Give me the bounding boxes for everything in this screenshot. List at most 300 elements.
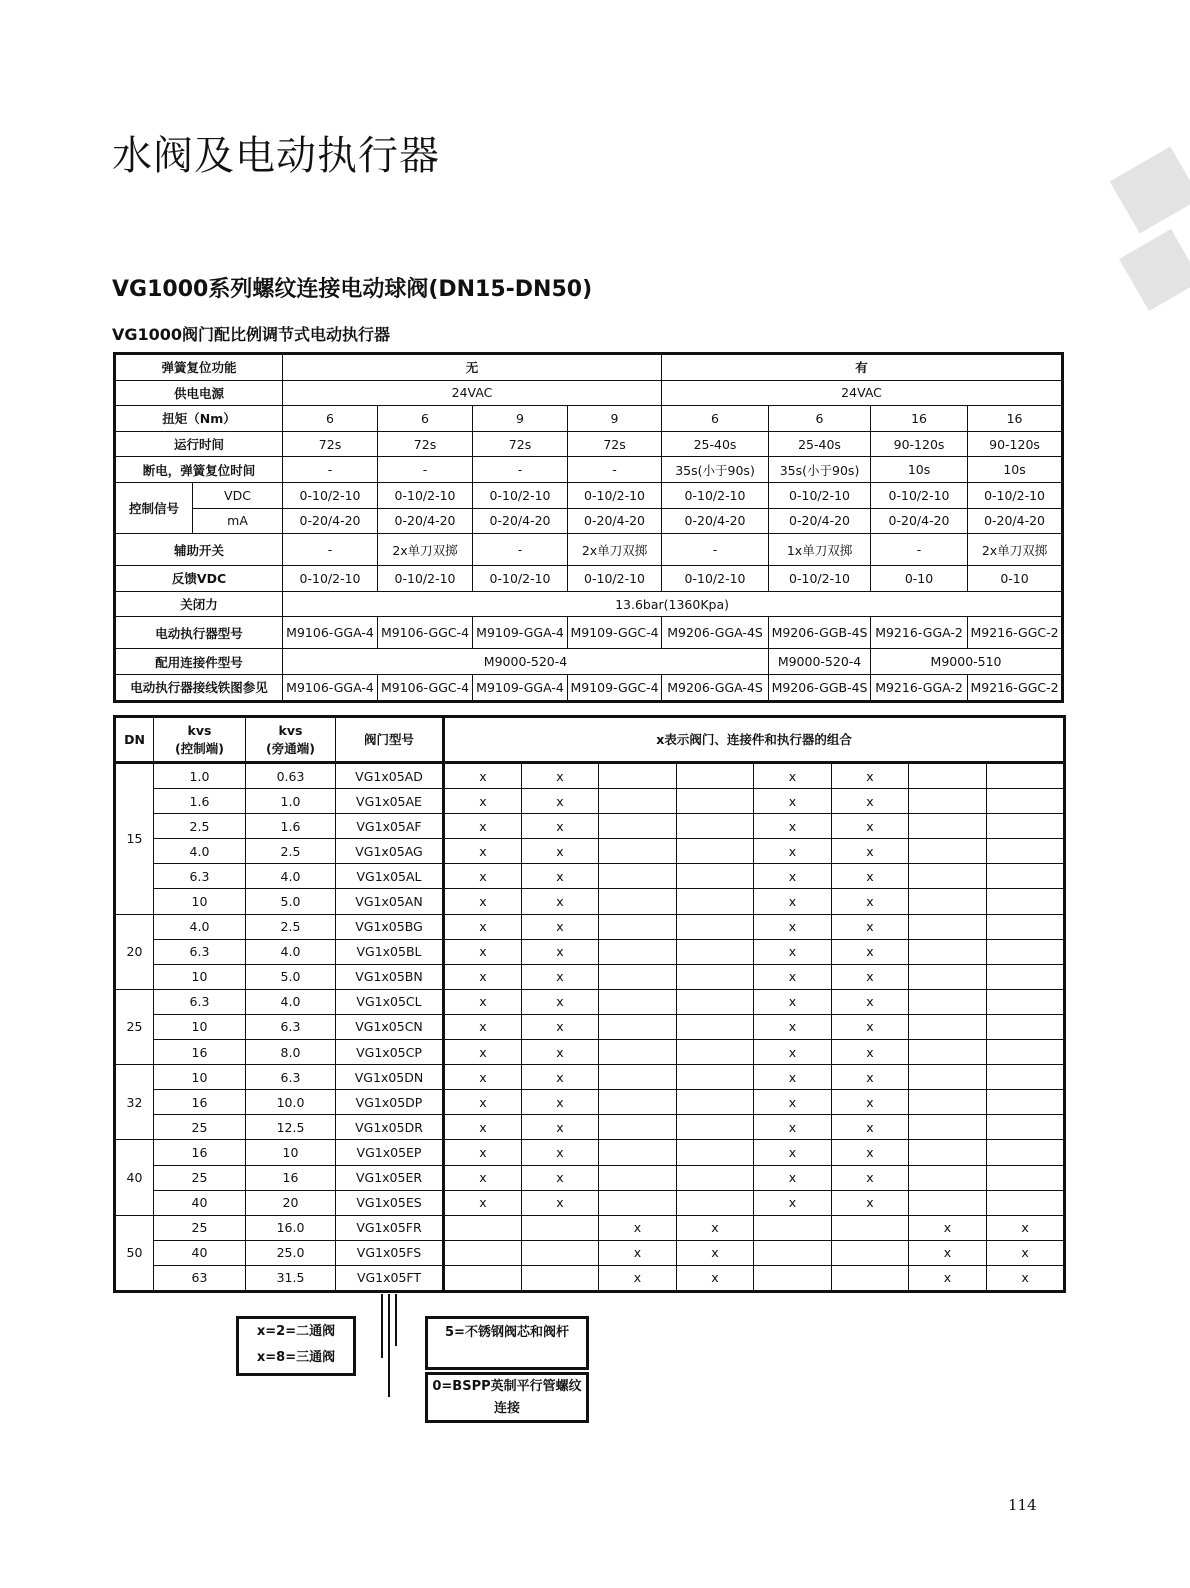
combo-mark-cell <box>677 1115 754 1140</box>
spec-value: 24VAC <box>283 380 662 406</box>
table-row <box>115 964 1065 989</box>
spec-value: M9206-GGB-4S <box>769 674 871 701</box>
table-row <box>115 1040 1065 1065</box>
kvs-control-cell: 1.0 <box>154 763 246 789</box>
combo-mark-cell <box>599 914 677 939</box>
combo-mark-cell <box>677 763 754 789</box>
kvs-control-cell: 6.3 <box>154 864 246 889</box>
kvs-control-cell: 25 <box>154 1165 246 1190</box>
combo-mark-cell <box>909 1165 987 1190</box>
combo-mark-cell <box>987 1140 1065 1165</box>
spec-value: 90-120s <box>871 431 968 457</box>
spec-value: 0-10/2-10 <box>568 566 662 592</box>
combo-mark-cell <box>677 1040 754 1065</box>
valve-model-cell: VG1x05AD <box>336 763 444 789</box>
combo-mark-cell: x <box>522 1165 599 1190</box>
valve-model-cell: VG1x05DN <box>336 1065 444 1090</box>
spec-sublabel: VDC <box>193 482 283 508</box>
legend-valve-type <box>236 1316 356 1376</box>
valve-model-cell: VG1x05AF <box>336 814 444 839</box>
section-title: VG1000阀门配比例调节式电动执行器 <box>112 325 391 344</box>
combo-mark-cell: x <box>522 1115 599 1140</box>
combo-mark-cell <box>909 914 987 939</box>
combo-mark-cell <box>987 814 1065 839</box>
spec-row-linkage <box>115 649 1063 675</box>
valve-model-cell: VG1x05FR <box>336 1215 444 1240</box>
spec-row-control-vdc <box>115 482 1063 508</box>
combo-mark-cell <box>599 814 677 839</box>
combo-mark-cell: x <box>522 989 599 1014</box>
combo-mark-cell: x <box>677 1215 754 1240</box>
combo-mark-cell: x <box>832 889 909 914</box>
spec-value: 0-10/2-10 <box>568 482 662 508</box>
dn-cell: 40 <box>115 1140 154 1215</box>
combo-mark-cell: x <box>754 839 832 864</box>
combo-mark-cell: x <box>754 1090 832 1115</box>
valve-model-cell: VG1x05FS <box>336 1240 444 1265</box>
spec-value: M9109-GGC-4 <box>568 674 662 701</box>
combo-mark-cell <box>599 989 677 1014</box>
spec-value: - <box>378 457 473 483</box>
combo-mark-cell <box>987 763 1065 789</box>
combo-mark-cell <box>599 939 677 964</box>
combo-mark-cell <box>677 839 754 864</box>
combo-mark-cell <box>677 1140 754 1165</box>
combo-mark-cell: x <box>522 1014 599 1039</box>
spec-label: 配用连接件型号 <box>115 649 283 675</box>
spec-value: 90-120s <box>968 431 1063 457</box>
kvs-bypass-cell: 25.0 <box>246 1240 336 1265</box>
kvs-bypass-cell: 4.0 <box>246 989 336 1014</box>
combo-mark-cell: x <box>832 864 909 889</box>
combo-mark-cell <box>677 939 754 964</box>
combo-mark-cell: x <box>522 914 599 939</box>
combo-mark-cell <box>677 989 754 1014</box>
dn-cell: 15 <box>115 763 154 915</box>
spec-value: - <box>568 457 662 483</box>
combo-mark-cell: x <box>754 939 832 964</box>
spec-label: 供电电源 <box>115 380 283 406</box>
combo-mark-cell <box>987 1014 1065 1039</box>
spec-value: 9 <box>473 406 568 432</box>
combo-mark-cell: x <box>444 1165 522 1190</box>
combo-mark-cell: x <box>444 889 522 914</box>
spec-value: M9206-GGB-4S <box>769 617 871 649</box>
combo-mark-cell: x <box>522 889 599 914</box>
combo-mark-cell: x <box>522 763 599 789</box>
combo-mark-cell: x <box>444 1014 522 1039</box>
combo-mark-cell: x <box>987 1265 1065 1291</box>
spec-value: 6 <box>769 406 871 432</box>
spec-value: M9109-GGC-4 <box>568 617 662 649</box>
kvs-control-cell: 40 <box>154 1190 246 1215</box>
combo-mark-cell <box>599 789 677 814</box>
combo-mark-cell <box>909 763 987 789</box>
combo-mark-cell <box>909 789 987 814</box>
combo-mark-cell <box>599 1165 677 1190</box>
combo-mark-cell: x <box>522 1140 599 1165</box>
spec-value: 0-10 <box>871 566 968 592</box>
legend-connector-line <box>395 1294 397 1346</box>
legend-material-text: 5=不锈钢阀芯和阀杆 <box>445 1325 569 1340</box>
combo-mark-cell <box>987 1090 1065 1115</box>
spec-value: 0-10/2-10 <box>968 482 1063 508</box>
kvs-bypass-cell: 8.0 <box>246 1040 336 1065</box>
dn-cell: 50 <box>115 1215 154 1291</box>
spec-value: 0-20/4-20 <box>871 508 968 534</box>
combo-mark-cell: x <box>444 939 522 964</box>
spec-value: 35s(小于90s) <box>662 457 769 483</box>
spec-row-aux-switch <box>115 534 1063 566</box>
combo-mark-cell <box>599 1040 677 1065</box>
kvs-control-cell: 6.3 <box>154 989 246 1014</box>
combo-mark-cell <box>754 1265 832 1291</box>
combo-mark-cell: x <box>444 1090 522 1115</box>
spec-value: M9109-GGA-4 <box>473 674 568 701</box>
table-row <box>115 814 1065 839</box>
table-row <box>115 864 1065 889</box>
kvs-bypass-cell: 10.0 <box>246 1090 336 1115</box>
spec-value: 35s(小于90s) <box>769 457 871 483</box>
combo-mark-cell <box>677 814 754 839</box>
valve-model-cell: VG1x05BL <box>336 939 444 964</box>
combo-mark-cell: x <box>522 1090 599 1115</box>
combo-mark-cell: x <box>754 763 832 789</box>
kvs-control-cell: 1.6 <box>154 789 246 814</box>
combo-mark-cell <box>832 1265 909 1291</box>
combo-mark-cell: x <box>832 1115 909 1140</box>
spec-value: 16 <box>871 406 968 432</box>
spec-value: 0-20/4-20 <box>378 508 473 534</box>
combo-mark-cell <box>909 814 987 839</box>
header-dn: DN <box>115 717 154 763</box>
spec-value: - <box>283 534 378 566</box>
combo-mark-cell <box>677 964 754 989</box>
combo-mark-cell: x <box>909 1215 987 1240</box>
table-row <box>115 1090 1065 1115</box>
combo-mark-cell: x <box>444 1040 522 1065</box>
spec-row-actuator-model <box>115 617 1063 649</box>
page-number: 114 <box>1008 1496 1037 1514</box>
combo-mark-cell: x <box>754 1165 832 1190</box>
spec-value: M9106-GGC-4 <box>378 617 473 649</box>
spec-value: 10s <box>968 457 1063 483</box>
combo-mark-cell: x <box>832 1065 909 1090</box>
combo-mark-cell <box>832 1240 909 1265</box>
valve-model-cell: VG1x05ER <box>336 1165 444 1190</box>
spec-value: M9216-GGA-2 <box>871 617 968 649</box>
combo-mark-cell: x <box>832 1090 909 1115</box>
combo-mark-cell <box>599 1065 677 1090</box>
spec-value: 6 <box>283 406 378 432</box>
combo-mark-cell <box>909 1014 987 1039</box>
combo-mark-cell: x <box>754 1065 832 1090</box>
spec-value: 0-10/2-10 <box>378 566 473 592</box>
spec-value: M9216-GGC-2 <box>968 617 1063 649</box>
spec-value: 0-10/2-10 <box>662 566 769 592</box>
combo-mark-cell <box>677 1165 754 1190</box>
table-row <box>115 1215 1065 1240</box>
spec-row-control-ma <box>115 508 1063 534</box>
legend-connection-line1: 0=BSPP英制平行管螺纹 <box>432 1379 582 1394</box>
kvs-control-cell: 63 <box>154 1265 246 1291</box>
spec-value: M9206-GGA-4S <box>662 617 769 649</box>
valve-model-cell: VG1x05DP <box>336 1090 444 1115</box>
table-row <box>115 1190 1065 1215</box>
kvs-bypass-cell: 12.5 <box>246 1115 336 1140</box>
kvs-control-cell: 10 <box>154 1014 246 1039</box>
combo-mark-cell: x <box>599 1265 677 1291</box>
spec-value: 0-10/2-10 <box>473 482 568 508</box>
combo-mark-cell <box>909 1190 987 1215</box>
combo-mark-cell: x <box>832 814 909 839</box>
spec-row-wiring <box>115 674 1063 701</box>
combo-mark-cell <box>987 1065 1065 1090</box>
spec-value: 2x单刀双掷 <box>968 534 1063 566</box>
combo-mark-cell <box>677 864 754 889</box>
combo-mark-cell <box>677 1090 754 1115</box>
combo-mark-cell: x <box>754 864 832 889</box>
kvs-control-cell: 40 <box>154 1240 246 1265</box>
combo-mark-cell: x <box>754 1190 832 1215</box>
kvs-control-cell: 10 <box>154 1065 246 1090</box>
combo-mark-cell <box>987 1190 1065 1215</box>
dn-cell: 32 <box>115 1065 154 1140</box>
spec-value: - <box>871 534 968 566</box>
spec-value: 1x单刀双掷 <box>769 534 871 566</box>
legend-material <box>425 1316 589 1370</box>
combo-mark-cell <box>909 939 987 964</box>
spec-value: 0-10 <box>968 566 1063 592</box>
valve-model-cell: VG1x05BN <box>336 964 444 989</box>
kvs-bypass-cell: 16 <box>246 1165 336 1190</box>
series-title: VG1000系列螺纹连接电动球阀(DN15-DN50) <box>112 277 593 302</box>
combo-mark-cell: x <box>754 789 832 814</box>
spec-label: 控制信号 <box>115 482 193 533</box>
kvs-bypass-cell: 0.63 <box>246 763 336 789</box>
combo-mark-cell <box>987 964 1065 989</box>
spec-value: 6 <box>662 406 769 432</box>
valve-model-cell: VG1x05AN <box>336 889 444 914</box>
legend-two-way: x=2=二通阀 <box>256 1324 336 1339</box>
combo-mark-cell: x <box>909 1265 987 1291</box>
combo-mark-cell <box>522 1240 599 1265</box>
combo-mark-cell <box>909 989 987 1014</box>
combo-mark-cell: x <box>522 814 599 839</box>
spec-value: M9216-GGC-2 <box>968 674 1063 701</box>
combo-mark-cell: x <box>522 864 599 889</box>
kvs-control-cell: 4.0 <box>154 839 246 864</box>
combo-mark-cell <box>909 1115 987 1140</box>
spec-value: 25-40s <box>769 431 871 457</box>
combo-mark-cell: x <box>444 1115 522 1140</box>
spec-value: 0-10/2-10 <box>769 566 871 592</box>
combo-mark-cell <box>909 1140 987 1165</box>
combo-mark-cell: x <box>599 1240 677 1265</box>
combo-mark-cell <box>987 864 1065 889</box>
kvs-bypass-cell: 4.0 <box>246 864 336 889</box>
spec-value: 0-20/4-20 <box>283 508 378 534</box>
kvs-bypass-cell: 4.0 <box>246 939 336 964</box>
spec-label: 弹簧复位功能 <box>115 354 283 381</box>
valve-model-cell: VG1x05CP <box>336 1040 444 1065</box>
combo-mark-cell: x <box>444 1140 522 1165</box>
spec-value: 0-20/4-20 <box>568 508 662 534</box>
kvs-control-cell: 4.0 <box>154 914 246 939</box>
combo-mark-cell: x <box>522 789 599 814</box>
spec-value: M9106-GGC-4 <box>378 674 473 701</box>
combo-mark-cell: x <box>832 964 909 989</box>
combo-mark-cell <box>754 1240 832 1265</box>
table-row <box>115 1014 1065 1039</box>
spec-row-spring-time <box>115 457 1063 483</box>
combo-mark-cell <box>987 939 1065 964</box>
combo-mark-cell: x <box>832 839 909 864</box>
combo-mark-cell <box>599 1014 677 1039</box>
spec-value: 0-20/4-20 <box>662 508 769 534</box>
combo-mark-cell <box>754 1215 832 1240</box>
spec-value: 2x单刀双掷 <box>568 534 662 566</box>
spec-value: 25-40s <box>662 431 769 457</box>
spec-value: 0-10/2-10 <box>662 482 769 508</box>
spec-value: 24VAC <box>662 380 1063 406</box>
combo-mark-cell: x <box>444 1190 522 1215</box>
kvs-control-cell: 25 <box>154 1215 246 1240</box>
spec-value: M9106-GGA-4 <box>283 674 378 701</box>
combo-mark-cell: x <box>754 889 832 914</box>
combo-mark-cell <box>599 839 677 864</box>
combo-mark-cell <box>909 1040 987 1065</box>
combo-mark-cell: x <box>677 1265 754 1291</box>
combo-mark-cell: x <box>444 864 522 889</box>
combo-mark-cell: x <box>754 989 832 1014</box>
combo-mark-cell: x <box>987 1215 1065 1240</box>
header-kvs-control: kvs (控制端) <box>154 717 246 763</box>
combo-mark-cell <box>599 864 677 889</box>
legend-connection <box>425 1372 589 1423</box>
spec-label: 辅助开关 <box>115 534 283 566</box>
kvs-control-cell: 6.3 <box>154 939 246 964</box>
combo-mark-cell: x <box>444 763 522 789</box>
valve-model-cell: VG1x05ES <box>336 1190 444 1215</box>
kvs-control-cell: 2.5 <box>154 814 246 839</box>
combo-mark-cell: x <box>677 1240 754 1265</box>
combo-mark-cell <box>444 1240 522 1265</box>
kvs-bypass-cell: 5.0 <box>246 964 336 989</box>
spec-value: 0-20/4-20 <box>769 508 871 534</box>
spec-value: M9000-510 <box>871 649 1063 675</box>
table-row <box>115 1265 1065 1291</box>
kvs-control-cell: 10 <box>154 964 246 989</box>
valve-model-cell: VG1x05DR <box>336 1115 444 1140</box>
combo-mark-cell: x <box>444 1065 522 1090</box>
combo-mark-cell: x <box>522 964 599 989</box>
spec-value: 0-10/2-10 <box>473 566 568 592</box>
spec-value: M9109-GGA-4 <box>473 617 568 649</box>
combo-mark-cell: x <box>444 814 522 839</box>
combo-mark-cell <box>522 1215 599 1240</box>
spec-value: 6 <box>378 406 473 432</box>
spec-value: M9000-520-4 <box>283 649 769 675</box>
legend-connector-line <box>388 1294 390 1397</box>
spec-value: 72s <box>378 431 473 457</box>
combo-mark-cell: x <box>522 1190 599 1215</box>
valve-model-cell: VG1x05FT <box>336 1265 444 1291</box>
combo-mark-cell: x <box>444 989 522 1014</box>
combo-mark-cell <box>444 1215 522 1240</box>
table-row <box>115 914 1065 939</box>
table-row <box>115 1065 1065 1090</box>
combo-mark-cell <box>987 914 1065 939</box>
combo-mark-cell <box>522 1265 599 1291</box>
kvs-bypass-cell: 2.5 <box>246 914 336 939</box>
combo-mark-cell: x <box>522 1040 599 1065</box>
combo-mark-cell <box>987 1040 1065 1065</box>
combo-mark-cell: x <box>754 814 832 839</box>
combo-mark-cell: x <box>599 1215 677 1240</box>
spec-value: M9216-GGA-2 <box>871 674 968 701</box>
kvs-bypass-cell: 2.5 <box>246 839 336 864</box>
combo-mark-cell <box>909 889 987 914</box>
combo-mark-cell <box>909 964 987 989</box>
combo-mark-cell: x <box>522 839 599 864</box>
table-row <box>115 1115 1065 1140</box>
table-row <box>115 1240 1065 1265</box>
kvs-bypass-cell: 5.0 <box>246 889 336 914</box>
spec-value: - <box>662 534 769 566</box>
combo-mark-cell: x <box>832 1140 909 1165</box>
combo-mark-cell <box>599 1090 677 1115</box>
combo-header-row <box>115 717 1065 763</box>
kvs-bypass-cell: 10 <box>246 1140 336 1165</box>
valve-combination-table <box>113 715 1066 1293</box>
kvs-bypass-cell: 1.0 <box>246 789 336 814</box>
kvs-bypass-cell: 31.5 <box>246 1265 336 1291</box>
combo-mark-cell <box>599 1115 677 1140</box>
combo-mark-cell: x <box>832 939 909 964</box>
actuator-spec-table <box>113 352 1064 703</box>
combo-mark-cell: x <box>754 1115 832 1140</box>
combo-mark-cell <box>599 889 677 914</box>
combo-mark-cell: x <box>832 1165 909 1190</box>
table-row <box>115 839 1065 864</box>
combo-mark-cell <box>677 889 754 914</box>
combo-mark-cell: x <box>522 1065 599 1090</box>
spec-row-spring-return <box>115 354 1063 381</box>
combo-mark-cell: x <box>444 914 522 939</box>
kvs-bypass-cell: 6.3 <box>246 1014 336 1039</box>
spec-value: 0-10/2-10 <box>871 482 968 508</box>
combo-mark-cell <box>987 839 1065 864</box>
table-row <box>115 1140 1065 1165</box>
kvs-control-cell: 16 <box>154 1090 246 1115</box>
header-valve-model: 阀门型号 <box>336 717 444 763</box>
table-row <box>115 789 1065 814</box>
valve-model-cell: VG1x05CL <box>336 989 444 1014</box>
spec-value: 0-20/4-20 <box>473 508 568 534</box>
combo-mark-cell <box>909 1065 987 1090</box>
spec-value: 72s <box>283 431 378 457</box>
combo-mark-cell: x <box>754 1040 832 1065</box>
combo-mark-cell: x <box>444 789 522 814</box>
spec-label: 电动执行器型号 <box>115 617 283 649</box>
spec-label: 电动执行器接线铁图参见 <box>115 674 283 701</box>
combo-mark-cell <box>677 914 754 939</box>
spec-row-run-time <box>115 431 1063 457</box>
combo-mark-cell <box>599 1140 677 1165</box>
spec-value: 9 <box>568 406 662 432</box>
kvs-control-cell: 10 <box>154 889 246 914</box>
